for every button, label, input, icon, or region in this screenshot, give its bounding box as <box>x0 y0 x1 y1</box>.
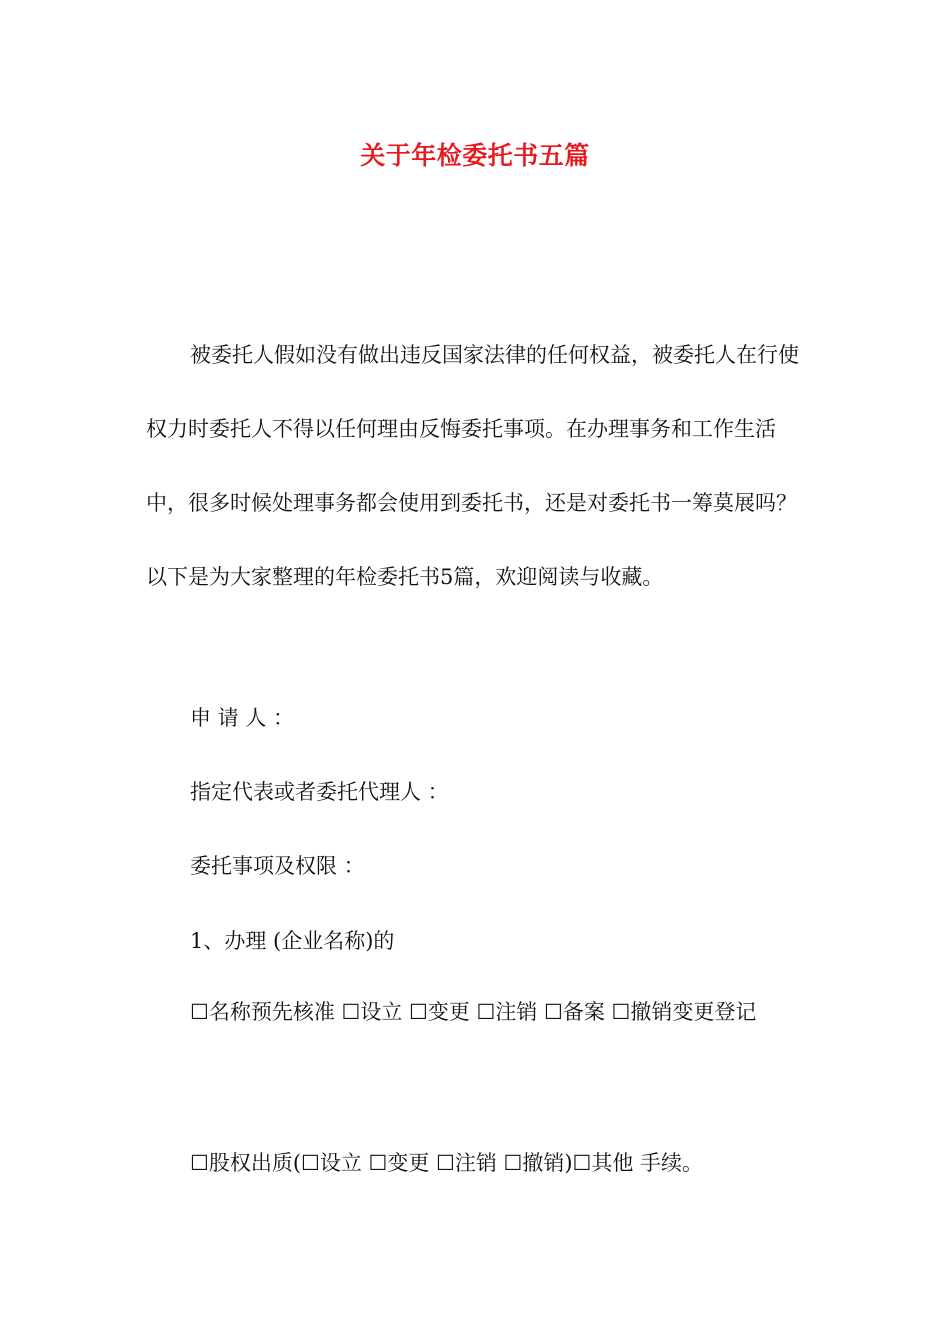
equity-line: ☐股权出质(☐设立 ☐变更 ☐注销 ☐撤销)☐其他 手续。 <box>190 1151 704 1175</box>
matters-label: 委托事项及权限 ： <box>190 854 365 878</box>
options-line: ☐名称预先核准 ☐设立 ☐变更 ☐注销 ☐备案 ☐撤销变更登记 <box>190 1000 757 1024</box>
representative-label: 指定代表或者委托代理人 ： <box>190 780 449 804</box>
document-title: 关于年检委托书五篇 <box>360 141 590 170</box>
item-1-line: 1、办理 (企业名称)的 <box>190 929 395 953</box>
intro-paragraph: 被委托人假如没有做出违反国家法律的任何权益，被委托人在行使权力时委托人不得以任何理由反悔委托事项。在办理事务和工作生活中，很多时候处理事务都会使用到委托书，还是对委托书一筹莫展吗？以下是为大家整理的年检委托书5篇，欢迎阅读与收藏。 <box>146 343 799 589</box>
applicant-label: 申 请 人 ： <box>190 706 295 730</box>
